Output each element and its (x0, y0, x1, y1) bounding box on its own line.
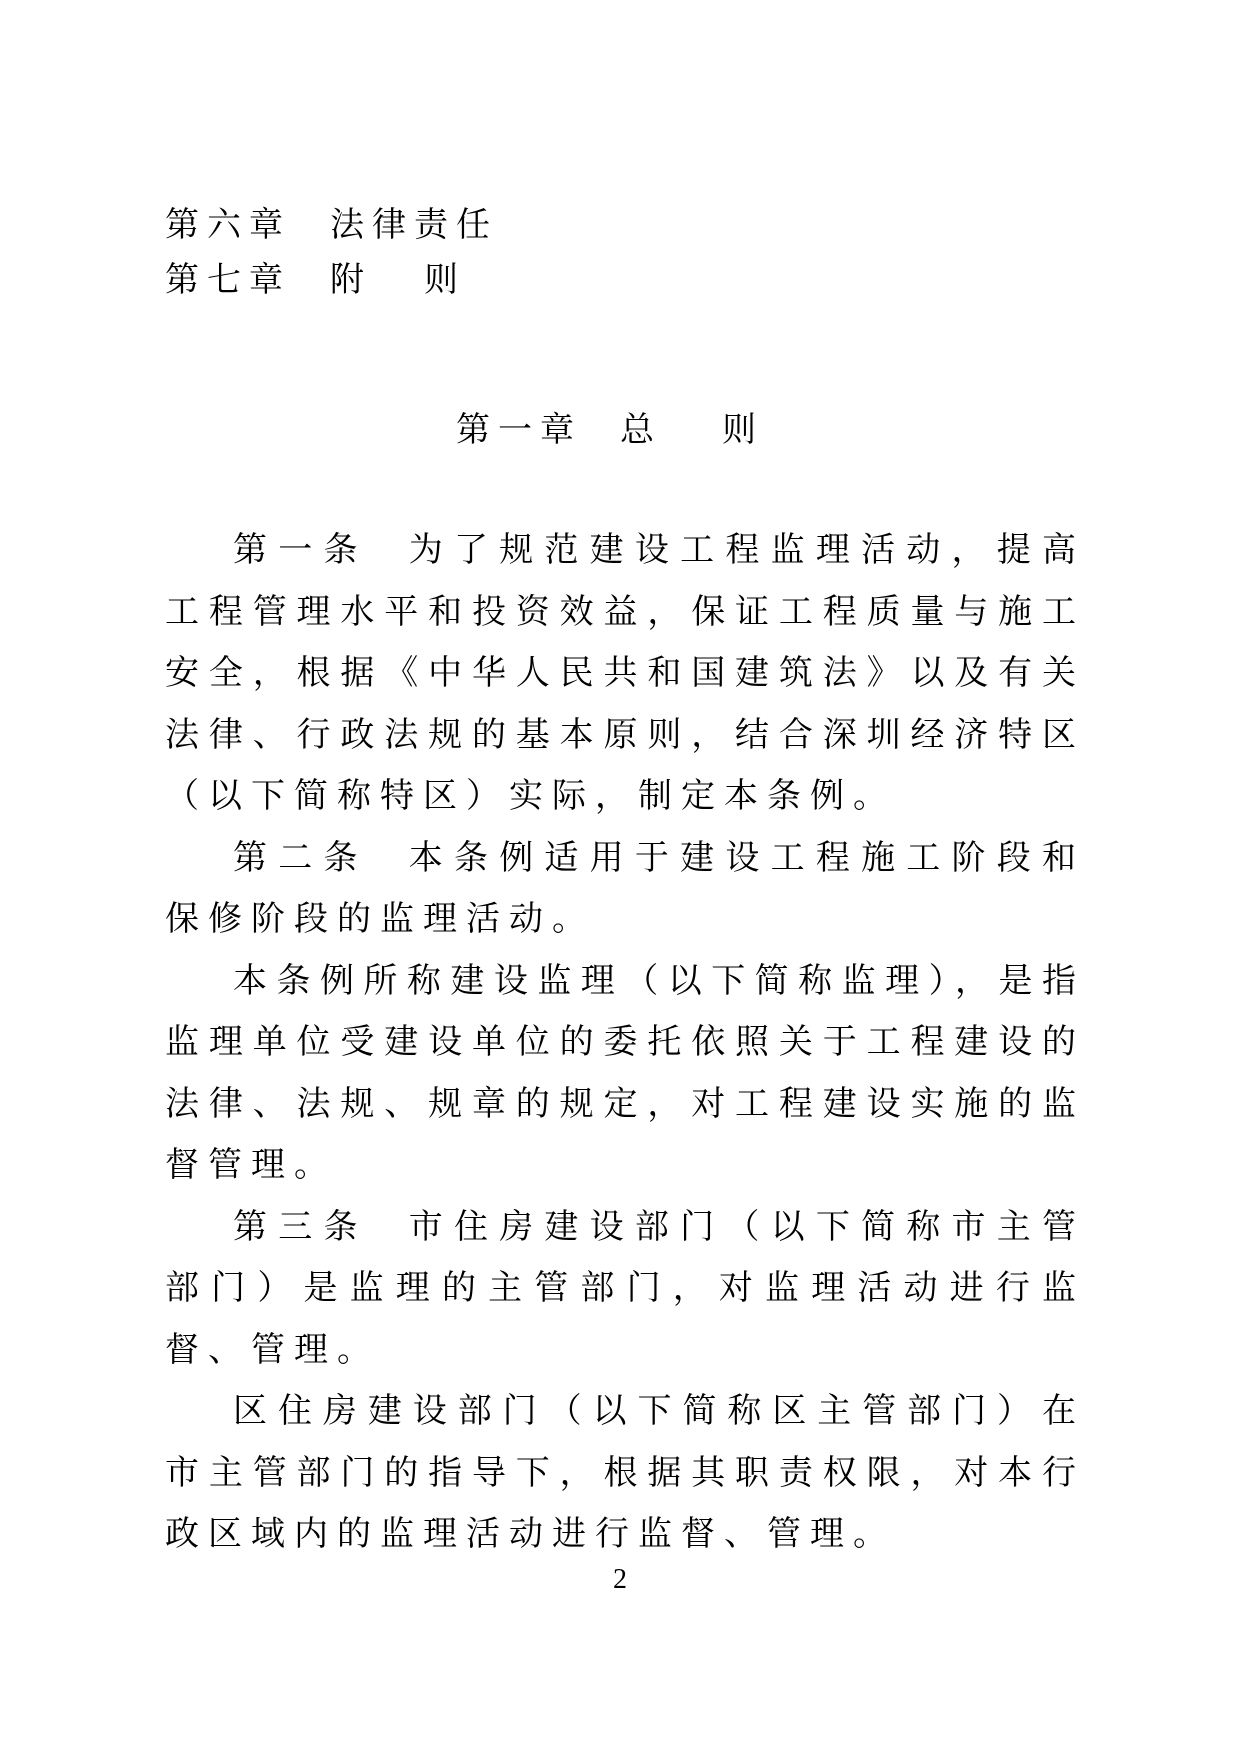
article-text: 为了规范建设工程监理活动，提高工程管理水平和投资效益，保证工程质量与施工安全，根据《中华人民共和国建筑法》以及有关法律、行政法规的基本原则，结合深圳经济特区（以下简称特区）实际，制定本条例。 (165, 530, 1086, 816)
article-paragraph (165, 520, 1085, 828)
article-label: 第三条 (233, 1206, 369, 1247)
page-number: 2 (613, 1564, 627, 1595)
toc-chapter-name: 法律责任 (330, 205, 498, 245)
article-text: 区住房建设部门（以下简称区主管部门）在市主管部门的指导下，根据其职责权限，对本行政区域内的监理活动进行监督、管理。 (165, 1391, 1085, 1554)
toc-entry-chapter-7 (165, 255, 518, 305)
chapter-heading-number: 第一章 (456, 410, 582, 450)
body-text (165, 520, 1085, 1566)
article-text: 本条例所称建设监理（以下简称监理），是指监理单位受建设单位的委托依照关于工程建设的法律、法规、规章的规定，对工程建设实施的监督管理。 (165, 960, 1085, 1185)
article-paragraph (165, 951, 1085, 1197)
chapter-heading-name: 总则 (620, 410, 824, 450)
article-label: 第一条 (233, 530, 369, 570)
toc-entry-chapter-6 (165, 200, 498, 250)
chapter-heading (456, 405, 824, 455)
toc-chapter-number: 第六章 (165, 205, 291, 245)
article-paragraph (165, 828, 1085, 951)
article-text: 市住房建设部门（以下简称市主管部门）是监理的主管部门，对监理活动进行监督、管理。 (165, 1206, 1086, 1370)
article-paragraph (165, 1197, 1085, 1382)
toc-chapter-name: 附则 (330, 260, 518, 300)
article-label: 第二条 (233, 837, 369, 878)
article-paragraph (165, 1381, 1085, 1566)
article-text: 本条例适用于建设工程施工阶段和保修阶段的监理活动。 (165, 837, 1086, 939)
toc-chapter-number: 第七章 (165, 260, 291, 300)
